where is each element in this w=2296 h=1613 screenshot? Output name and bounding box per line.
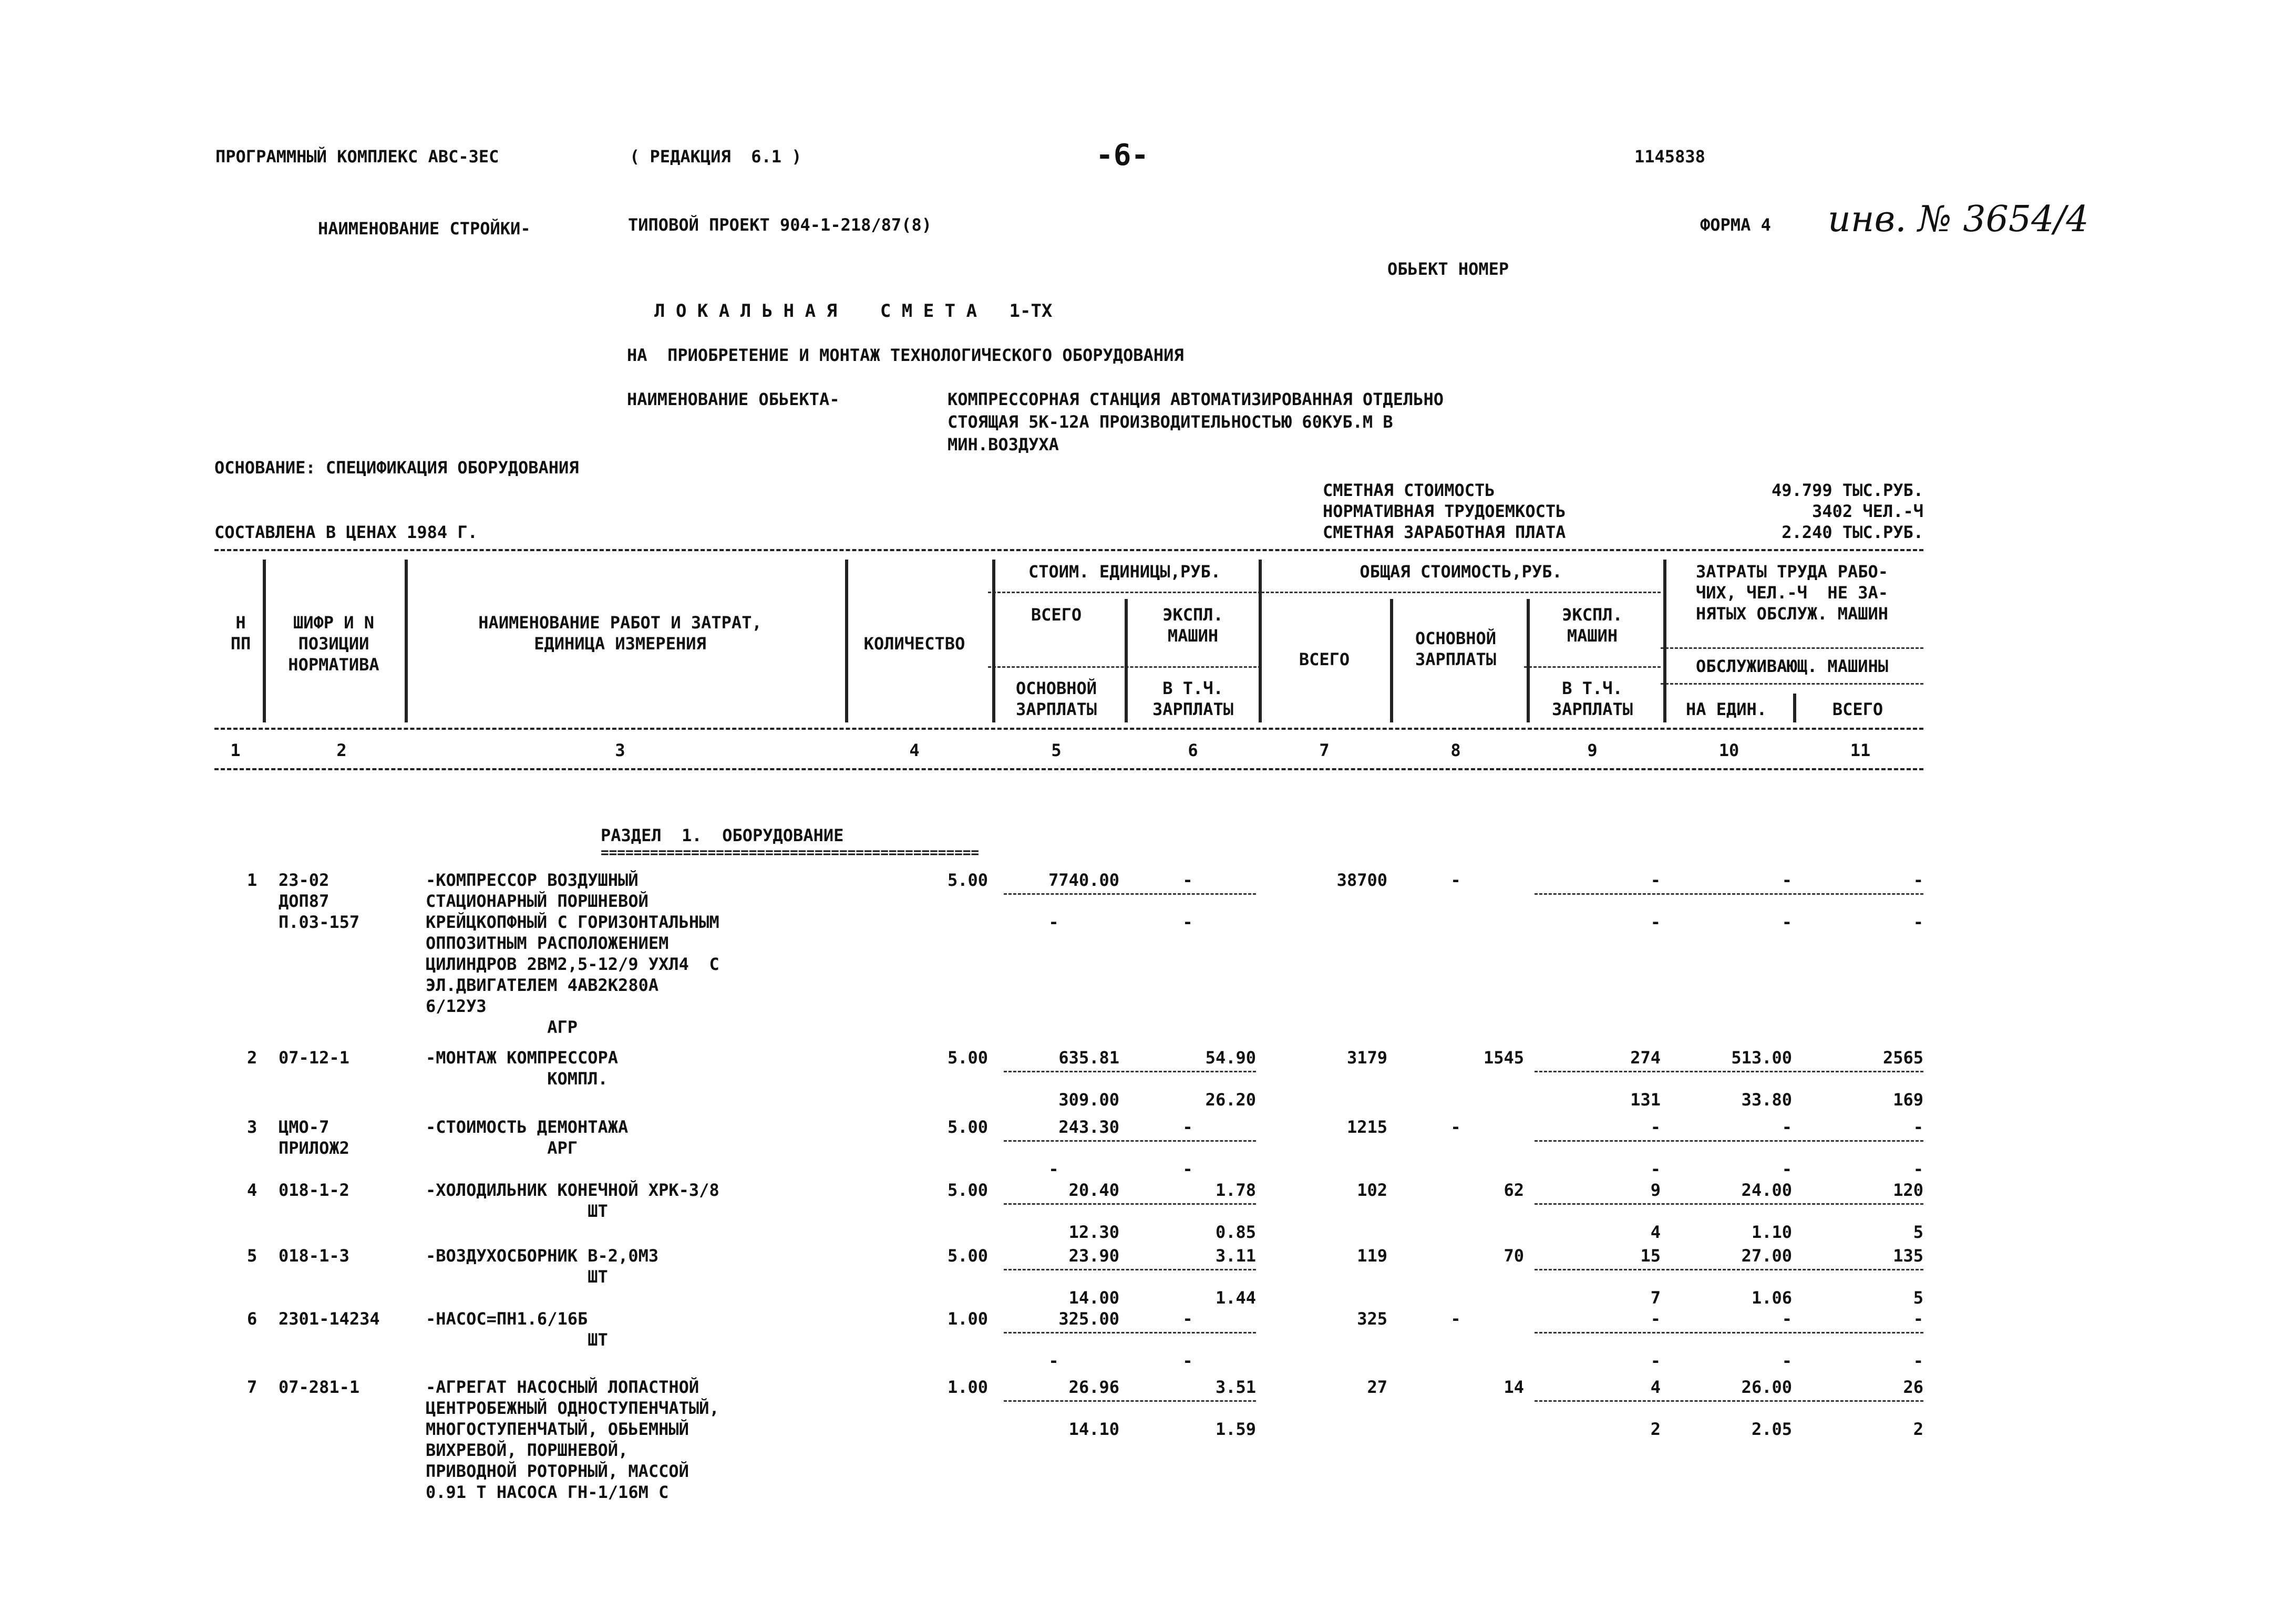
- row-quantity: 5.00: [947, 1117, 988, 1137]
- row-name-line: -АГРЕГАТ НАСОСНЫЙ ЛОПАСТНОЙ: [426, 1377, 699, 1397]
- row-unit-base-wage: 12.30: [1068, 1222, 1119, 1242]
- colnum-8: 8: [1450, 740, 1461, 760]
- row-incl-wage: 131: [1630, 1090, 1661, 1110]
- row-labor-unit-service: -: [1782, 912, 1792, 932]
- form-number: ФОРМА 4: [1700, 215, 1771, 235]
- row-unit-subrule: [1004, 1203, 1256, 1205]
- row-number: 1: [247, 870, 258, 890]
- row-labor-unit: -: [1782, 1309, 1792, 1329]
- row-total: 38700: [1336, 870, 1387, 890]
- row-quantity: 1.00: [947, 1377, 988, 1397]
- row-labor-total-service: 5: [1913, 1288, 1923, 1308]
- row-quantity: 5.00: [947, 1180, 988, 1200]
- row-unit-incl-wage: 26.20: [1205, 1090, 1256, 1110]
- row-number: 5: [247, 1246, 258, 1266]
- summary-label-labor: НОРМАТИВНАЯ ТРУДОЕМКОСТЬ: [1323, 501, 1566, 521]
- row-labor-subrule: [1535, 1332, 1923, 1333]
- row-name-line: КОМПЛ.: [426, 1069, 608, 1089]
- row-unit-base-wage: -: [1048, 912, 1059, 932]
- row-labor-total-service: -: [1913, 1351, 1923, 1371]
- row-unit-incl-wage: -: [1182, 1159, 1193, 1179]
- row-labor-total-service: 169: [1893, 1090, 1923, 1110]
- row-name-line: ШТ: [426, 1267, 608, 1287]
- separator-5: [1125, 599, 1128, 722]
- row-incl-wage: 2: [1650, 1419, 1661, 1439]
- row-labor-unit-service: 33.80: [1741, 1090, 1792, 1110]
- row-code: 018-1-2: [279, 1180, 349, 1200]
- row-incl-wage: -: [1650, 1159, 1661, 1179]
- row-code: ЦМО-7: [279, 1117, 330, 1137]
- header-labor-total: ВСЕГО: [1832, 699, 1883, 719]
- prices-year: СОСТАВЛЕНА В ЦЕНАХ 1984 Г.: [214, 522, 478, 542]
- row-incl-wage: 4: [1650, 1222, 1661, 1242]
- row-incl-wage: 7: [1650, 1288, 1661, 1308]
- row-total: 119: [1357, 1246, 1387, 1266]
- edition: ( РЕДАКЦИЯ 6.1 ): [630, 147, 802, 167]
- row-labor-total: 120: [1893, 1180, 1923, 1200]
- separator-1: [263, 560, 266, 722]
- row-labor-total: 135: [1893, 1246, 1923, 1266]
- row-labor-total: 26: [1903, 1377, 1923, 1397]
- row-unit-incl-wage: 1.59: [1215, 1419, 1256, 1439]
- row-name-line: 0.91 Т НАСОСА ГН-1/16М С: [426, 1482, 669, 1502]
- row-total: 3179: [1346, 1048, 1387, 1068]
- row-labor-unit-service: 1.06: [1751, 1288, 1792, 1308]
- row-labor-unit: 27.00: [1741, 1246, 1792, 1266]
- header-unit-base-wage: ОСНОВНОЙ ЗАРПЛАТЫ: [1015, 678, 1097, 719]
- colnum-1: 1: [230, 740, 241, 760]
- row-name-line: КРЕЙЦКОПФНЫЙ С ГОРИЗОНТАЛЬНЫМ: [426, 912, 719, 932]
- row-base-wage: 1545: [1483, 1048, 1524, 1068]
- row-labor-subrule: [1535, 1400, 1923, 1402]
- row-unit-subrule: [1004, 1269, 1256, 1270]
- row-labor-unit: 513.00: [1731, 1048, 1792, 1068]
- header-labor-unit: НА ЕДИН.: [1685, 699, 1767, 719]
- header-col-number: Н ПП: [230, 613, 251, 654]
- colnum-9: 9: [1587, 740, 1598, 760]
- row-name-line: -НАСОС=ПН1.6/16Б: [426, 1309, 588, 1329]
- separator-2: [405, 560, 408, 722]
- row-name-line: -ВОЗДУХОСБОРНИК В-2,0М3: [426, 1246, 659, 1266]
- row-name-line: АРГ: [426, 1138, 578, 1158]
- colnum-5: 5: [1051, 740, 1062, 760]
- header-total-incl-wage: В Т.Ч. ЗАРПЛАТЫ: [1551, 678, 1633, 719]
- row-exp: 4: [1650, 1377, 1661, 1397]
- row-unit-total: 7740.00: [1048, 870, 1119, 890]
- header-unit-exp: ЭКСПЛ. МАШИН: [1162, 605, 1223, 646]
- header-total-exp: ЭКСПЛ. МАШИН: [1562, 605, 1623, 646]
- construction-label: НАИМЕНОВАНИЕ СТРОЙКИ-: [318, 219, 531, 239]
- colnum-7: 7: [1319, 740, 1330, 760]
- summary-value-cost: 49.799 ТЫС.РУБ.: [1772, 480, 1923, 500]
- separator-7: [1390, 599, 1393, 722]
- row-name-line: ШТ: [426, 1330, 608, 1350]
- row-code: ДОП87: [279, 891, 330, 911]
- colnum-3: 3: [615, 740, 625, 760]
- colnum-4: 4: [909, 740, 920, 760]
- row-code: 018-1-3: [279, 1246, 349, 1266]
- header-col-name: НАИМЕНОВАНИЕ РАБОТ И ЗАТРАТ, ЕДИНИЦА ИЗМЕРЕНИЯ: [478, 613, 762, 654]
- object-name-label: НАИМЕНОВАНИЕ ОБЬЕКТА-: [627, 389, 840, 409]
- row-name-line: ШТ: [426, 1201, 608, 1221]
- row-name-line: МНОГОСТУПЕНЧАТЫЙ, ОБЬЕМНЫЙ: [426, 1419, 689, 1439]
- page-number: -6-: [1096, 138, 1149, 172]
- row-unit-subrule: [1004, 1071, 1256, 1072]
- row-name-line: ВИХРЕВОЙ, ПОРШНЕВОЙ,: [426, 1440, 629, 1460]
- document-subtitle: НА ПРИОБРЕТЕНИЕ И МОНТАЖ ТЕХНОЛОГИЧЕСКОГО ОБОРУДОВАНИЯ: [627, 345, 1184, 365]
- row-labor-unit-service: 2.05: [1751, 1419, 1792, 1439]
- row-labor-unit: -: [1782, 1117, 1792, 1137]
- row-base-wage: 14: [1504, 1377, 1524, 1397]
- row-unit-total: 20.40: [1068, 1180, 1119, 1200]
- header-total-all: ВСЕГО: [1299, 649, 1350, 669]
- row-name-line: -КОМПРЕССОР ВОЗДУШНЫЙ: [426, 870, 639, 890]
- row-unit-exp: 3.51: [1215, 1377, 1256, 1397]
- row-quantity: 1.00: [947, 1309, 988, 1329]
- colnum-2: 2: [336, 740, 347, 760]
- row-exp: -: [1650, 1117, 1661, 1137]
- object-name-line-2: СТОЯЩАЯ 5К-12А ПРОИЗВОДИТЕЛЬНОСТЬЮ 60КУБ.М В: [948, 412, 1393, 432]
- row-code: 23-02: [279, 870, 330, 890]
- header-total-cost: ОБЩАЯ СТОИМОСТЬ,РУБ.: [1360, 562, 1562, 582]
- row-unit-base-wage: 14.10: [1068, 1419, 1119, 1439]
- section-rule: ==============================================: [601, 845, 980, 861]
- row-unit-total: 635.81: [1058, 1048, 1119, 1068]
- row-quantity: 5.00: [947, 1048, 988, 1068]
- row-exp: -: [1650, 1309, 1661, 1329]
- row-number: 4: [247, 1180, 258, 1200]
- row-name-line: АГР: [426, 1017, 578, 1037]
- row-name-line: 6/12У3: [426, 996, 487, 1016]
- row-name-line: -МОНТАЖ КОМПРЕССОРА: [426, 1048, 619, 1068]
- basis: ОСНОВАНИЕ: СПЕЦИФИКАЦИЯ ОБОРУДОВАНИЯ: [214, 458, 579, 478]
- row-base-wage: -: [1450, 1309, 1461, 1329]
- inventory-handwritten: инв. № 3654/4: [1828, 199, 2089, 240]
- row-labor-total: 2565: [1882, 1048, 1923, 1068]
- row-unit-exp: -: [1182, 1117, 1193, 1137]
- row-base-wage: 62: [1504, 1180, 1524, 1200]
- header-unit-total: ВСЕГО: [1031, 605, 1082, 625]
- row-labor-total: -: [1913, 1309, 1923, 1329]
- row-total: 1215: [1346, 1117, 1387, 1137]
- row-labor-unit: 24.00: [1741, 1180, 1792, 1200]
- row-unit-incl-wage: -: [1182, 912, 1193, 932]
- row-name-line: ЭЛ.ДВИГАТЕЛЕМ 4АВ2К280А: [426, 975, 659, 995]
- row-labor-unit-service: -: [1782, 1159, 1792, 1179]
- header-unit-cost: СТОИМ. ЕДИНИЦЫ,РУБ.: [1028, 562, 1221, 582]
- row-exp: 9: [1650, 1180, 1661, 1200]
- row-unit-base-wage: 309.00: [1058, 1090, 1119, 1110]
- row-labor-unit-service: -: [1782, 1351, 1792, 1371]
- row-code: 07-281-1: [279, 1377, 360, 1397]
- row-unit-exp: 3.11: [1215, 1246, 1256, 1266]
- separator-10: [1793, 694, 1796, 722]
- row-unit-subrule: [1004, 1140, 1256, 1142]
- separator-9: [1663, 560, 1666, 722]
- row-unit-subrule: [1004, 1400, 1256, 1402]
- row-name-line: ОППОЗИТНЫМ РАСПОЛОЖЕНИЕМ: [426, 933, 669, 953]
- row-unit-total: 23.90: [1068, 1246, 1119, 1266]
- row-unit-incl-wage: 1.44: [1215, 1288, 1256, 1308]
- row-number: 3: [247, 1117, 258, 1137]
- row-number: 7: [247, 1377, 258, 1397]
- row-base-wage: -: [1450, 870, 1461, 890]
- object-name-line-3: МИН.ВОЗДУХА: [948, 435, 1059, 454]
- row-incl-wage: -: [1650, 1351, 1661, 1371]
- document-title: Л О К А Л Ь Н А Я С М Е Т А 1-ТХ: [654, 301, 1053, 322]
- row-unit-base-wage: -: [1048, 1351, 1059, 1371]
- row-labor-subrule: [1535, 893, 1923, 895]
- row-name-line: ЦЕНТРОБЕЖНЫЙ ОДНОСТУПЕНЧАТЫЙ,: [426, 1398, 719, 1418]
- row-labor-total-service: -: [1913, 1159, 1923, 1179]
- row-unit-exp: -: [1182, 870, 1193, 890]
- row-labor-subrule: [1535, 1071, 1923, 1072]
- row-labor-subrule: [1535, 1203, 1923, 1205]
- row-unit-base-wage: 14.00: [1068, 1288, 1119, 1308]
- row-name-line: ПРИВОДНОЙ РОТОРНЫЙ, МАССОЙ: [426, 1461, 689, 1481]
- row-number: 2: [247, 1048, 258, 1068]
- construction-value: ТИПОВОЙ ПРОЕКТ 904-1-218/87(8): [628, 215, 932, 235]
- row-labor-total-service: 5: [1913, 1222, 1923, 1242]
- row-quantity: 5.00: [947, 870, 988, 890]
- row-exp: 15: [1640, 1246, 1661, 1266]
- row-exp: 274: [1630, 1048, 1661, 1068]
- colnum-10: 10: [1718, 740, 1739, 760]
- separator-6: [1259, 560, 1262, 722]
- row-unit-subrule: [1004, 1332, 1256, 1333]
- row-quantity: 5.00: [947, 1246, 988, 1266]
- row-unit-subrule: [1004, 893, 1256, 895]
- section-title: РАЗДЕЛ 1. ОБОРУДОВАНИЕ: [601, 825, 844, 845]
- summary-value-wage: 2.240 ТЫС.РУБ.: [1782, 522, 1923, 542]
- row-number: 6: [247, 1309, 258, 1329]
- row-unit-exp: -: [1182, 1309, 1193, 1329]
- row-total: 102: [1357, 1180, 1387, 1200]
- header-labor-service: ОБСЛУЖИВАЮЩ. МАШИНЫ: [1695, 656, 1889, 676]
- row-incl-wage: -: [1650, 912, 1661, 932]
- summary-value-labor: 3402 ЧЕЛ.-Ч: [1812, 501, 1923, 521]
- header-col-quantity: КОЛИЧЕСТВО: [863, 634, 965, 654]
- summary-label-cost: СМЕТНАЯ СТОИМОСТЬ: [1323, 480, 1495, 500]
- row-labor-subrule: [1535, 1269, 1923, 1270]
- row-name-line: -СТОИМОСТЬ ДЕМОНТАЖА: [426, 1117, 629, 1137]
- separator-8: [1527, 599, 1530, 722]
- row-name-line: ЦИЛИНДРОВ 2ВМ2,5-12/9 УХЛ4 С: [426, 954, 719, 974]
- row-unit-total: 26.96: [1068, 1377, 1119, 1397]
- row-base-wage: -: [1450, 1117, 1461, 1137]
- row-labor-unit: 26.00: [1741, 1377, 1792, 1397]
- row-unit-total: 243.30: [1058, 1117, 1119, 1137]
- row-total: 27: [1367, 1377, 1387, 1397]
- header-total-base-wage: ОСНОВНОЙ ЗАРПЛАТЫ: [1415, 628, 1497, 669]
- colnum-6: 6: [1188, 740, 1198, 760]
- row-unit-incl-wage: 0.85: [1215, 1222, 1256, 1242]
- row-unit-base-wage: -: [1048, 1159, 1059, 1179]
- program-name: ПРОГРАММНЫЙ КОМПЛЕКС АВС-3ЕС: [215, 147, 499, 167]
- row-base-wage: 70: [1504, 1246, 1524, 1266]
- row-code: 07-12-1: [279, 1048, 349, 1068]
- row-labor-total-service: -: [1913, 912, 1923, 932]
- row-name-line: СТАЦИОНАРНЫЙ ПОРШНЕВОЙ: [426, 891, 648, 911]
- row-exp: -: [1650, 870, 1661, 890]
- row-code: ПРИЛОЖ2: [279, 1138, 349, 1158]
- row-labor-total: -: [1913, 870, 1923, 890]
- row-unit-exp: 1.78: [1215, 1180, 1256, 1200]
- object-name-line-1: КОМПРЕССОРНАЯ СТАНЦИЯ АВТОМАТИЗИРОВАННАЯ ОТДЕЛЬНО: [948, 389, 1444, 409]
- summary-label-wage: СМЕТНАЯ ЗАРАБОТНАЯ ПЛАТА: [1323, 522, 1566, 542]
- separator-3: [845, 560, 848, 722]
- row-code: П.03-157: [279, 912, 360, 932]
- object-number: ОБЬЕКТ НОМЕР: [1387, 259, 1509, 279]
- row-unit-incl-wage: -: [1182, 1351, 1193, 1371]
- row-labor-subrule: [1535, 1140, 1923, 1142]
- row-labor-total-service: 2: [1913, 1419, 1923, 1439]
- row-labor-total: -: [1913, 1117, 1923, 1137]
- row-code: 2301-14234: [279, 1309, 380, 1329]
- header-unit-incl-wage: В Т.Ч. ЗАРПЛАТЫ: [1152, 678, 1234, 719]
- header-labor: ЗАТРАТЫ ТРУДА РАБО- ЧИХ, ЧЕЛ.-Ч НЕ ЗА- НЯТЫХ ОБСЛУЖ. МАШИН: [1695, 562, 1889, 624]
- row-labor-unit: -: [1782, 870, 1792, 890]
- colnum-11: 11: [1850, 740, 1871, 760]
- row-name-line: -ХОЛОДИЛЬНИК КОНЕЧНОЙ ХРК-3/8: [426, 1180, 719, 1200]
- header-col-code: ШИФР И N ПОЗИЦИИ НОРМАТИВА: [288, 613, 379, 675]
- separator-4: [992, 560, 995, 722]
- row-total: 325: [1357, 1309, 1387, 1329]
- row-unit-total: 325.00: [1058, 1309, 1119, 1329]
- row-unit-exp: 54.90: [1205, 1048, 1256, 1068]
- row-labor-unit-service: 1.10: [1751, 1222, 1792, 1242]
- document-code: 1145838: [1634, 147, 1705, 167]
